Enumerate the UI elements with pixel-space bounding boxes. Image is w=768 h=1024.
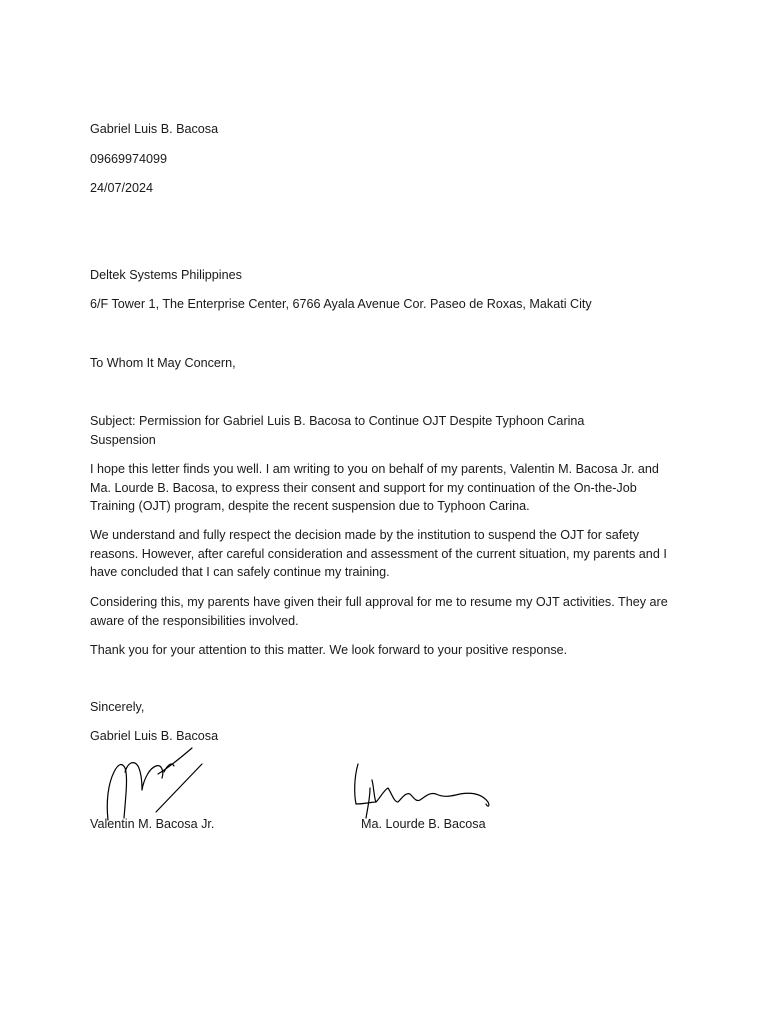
subject-line: Subject: Permission for Gabriel Luis B. Bacosa to Continue OJT Despite Typhoon Carina Suspension	[90, 414, 585, 447]
body-paragraph-3: Considering this, my parents have given their full approval for me to resume my OJT activities. They are aware of the responsibilities involved.	[90, 595, 668, 628]
recipient-company: Deltek Systems Philippines	[90, 268, 242, 282]
body-paragraph-1: I hope this letter finds you well. I am writing to you on behalf of my parents, Valentin M. Bacosa Jr. and Ma. Lourde B. Bacosa, to express their consent and support for my continuation of the On-the-Job Training (OJT) program, despite the recent suspension due to Typhoon Carina.	[90, 462, 659, 514]
sender-name: Gabriel Luis B. Bacosa	[90, 122, 219, 136]
recipient-address: 6/F Tower 1, The Enterprise Center, 6766 Ayala Avenue Cor. Paseo de Roxas, Makati City	[90, 297, 592, 311]
signature-valentin	[98, 742, 210, 826]
body-paragraph-2: We understand and fully respect the decision made by the institution to suspend the OJT for safety reasons. However, after careful consideration and assessment of the current situation, my parents and I have concluded that I can safely continue my training.	[90, 528, 667, 580]
closing-name: Gabriel Luis B. Bacosa	[90, 729, 219, 743]
body-paragraph-4: Thank you for your attention to this matter. We look forward to your positive response.	[90, 643, 568, 657]
closing: Sincerely,	[90, 700, 145, 714]
signatory-name-lourde: Ma. Lourde B. Bacosa	[361, 817, 486, 831]
signatory-name-valentin: Valentin M. Bacosa Jr.	[90, 817, 215, 831]
sender-phone: 09669974099	[90, 152, 168, 166]
salutation: To Whom It May Concern,	[90, 356, 236, 370]
letter-date: 24/07/2024	[90, 181, 154, 195]
